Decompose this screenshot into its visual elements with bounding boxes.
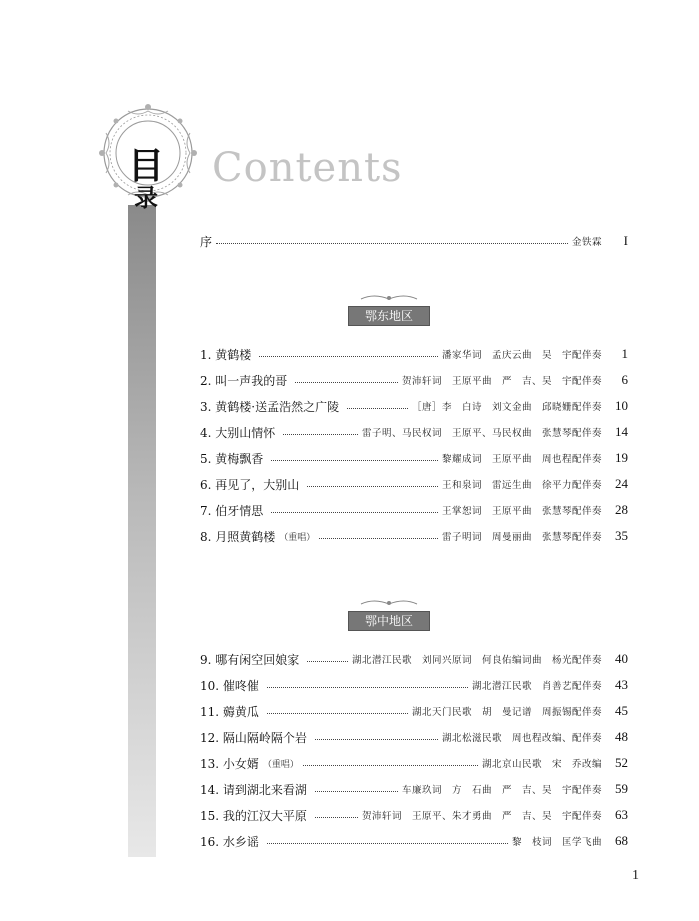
entry-page: 6	[621, 372, 628, 387]
leader-dots	[303, 765, 478, 766]
entry-credits: 王掌恕词 王原平曲 张慧琴配伴奏	[441, 506, 602, 517]
leader-dots	[347, 408, 408, 409]
entry-credits: 黎耀成词 王原平曲 周也程配伴奏	[441, 454, 602, 465]
leader-dots	[315, 791, 398, 792]
toc-entry[interactable]	[200, 649, 628, 669]
leader-dots	[267, 687, 468, 688]
entry-credits: 雷子明、马民权词 王原平、马民权曲 张慧琴配伴奏	[361, 428, 602, 439]
toc-entry[interactable]	[200, 727, 628, 747]
entry-note: （重唱）	[279, 532, 316, 543]
flourish-icon	[359, 293, 419, 303]
entry-page: 1	[621, 346, 628, 361]
entry-title: 3. 黄鹤楼·送孟浩然之广陵	[200, 399, 340, 414]
entry-title: 7. 伯牙情思	[200, 503, 264, 518]
entry-credits: 湖北松滋民歌 周也程改编、配伴奏	[441, 733, 602, 744]
toc-entry[interactable]	[200, 448, 628, 468]
entry-title: 2. 叫一声我的哥	[200, 373, 288, 388]
entry-credits: ［唐］李 白诗 刘文金曲 邱晓姗配伴奏	[411, 402, 602, 413]
toc-entry[interactable]	[200, 779, 628, 799]
entry-credits: 雷子明词 周曼丽曲 张慧琴配伴奏	[441, 532, 602, 543]
entry-title: 15. 我的江汉大平原	[200, 808, 307, 823]
toc-entry[interactable]	[200, 831, 628, 851]
entry-title: 4. 大别山情怀	[200, 425, 276, 440]
leader-dots	[271, 512, 438, 513]
entry-title: 12. 隔山隔岭隔个岩	[200, 730, 307, 745]
leader-dots	[307, 486, 438, 487]
entry-page: 35	[615, 528, 628, 543]
preface-row[interactable]	[200, 231, 628, 251]
decorative-sidebar-bar	[128, 205, 156, 857]
page-number: 1	[632, 868, 639, 883]
entry-credits: 湖北潜江民歌 刘同兴原词 何良佑编词曲 杨光配伴奏	[351, 655, 602, 666]
leader-dots	[319, 538, 438, 539]
entry-page: 68	[615, 833, 628, 848]
entry-page: 24	[615, 476, 628, 491]
toc-entry[interactable]	[200, 396, 628, 416]
entry-note: （重唱）	[262, 759, 299, 770]
entry-page: 28	[615, 502, 628, 517]
entry-page: 59	[615, 781, 628, 796]
entry-title: 6. 再见了，大别山	[200, 477, 300, 492]
entry-title: 10. 催咚催	[200, 678, 259, 693]
leader-dots	[315, 817, 358, 818]
toc-entry[interactable]	[200, 675, 628, 695]
entry-page: 63	[615, 807, 628, 822]
entry-credits: 车廉玖词 方 石曲 严 吉、吴 宇配伴奏	[401, 785, 602, 796]
entry-page: 10	[615, 398, 628, 413]
leader-dots	[267, 843, 508, 844]
entry-page: 14	[615, 424, 628, 439]
toc-entry[interactable]	[200, 370, 628, 390]
preface-title: 序	[200, 234, 213, 249]
entry-title: 9. 哪有闲空回娘家	[200, 652, 300, 667]
flourish-icon	[359, 598, 419, 608]
toc-entry[interactable]	[200, 753, 628, 773]
entry-title: 13. 小女婿	[200, 756, 259, 771]
toc-entry[interactable]	[200, 526, 628, 546]
page-title	[123, 148, 169, 210]
leader-dots	[307, 661, 348, 662]
section-label: 鄂东地区	[348, 306, 430, 326]
section-header-ezhong	[348, 598, 430, 634]
section-header-edong	[348, 293, 430, 329]
toc-entry[interactable]	[200, 344, 628, 364]
entry-credits: 湖北天门民歌 胡 曼记谱 周振锡配伴奏	[411, 707, 602, 718]
entry-credits: 黎 枝词 匡学飞曲	[511, 837, 602, 848]
entry-page: 40	[615, 651, 628, 666]
toc-entry[interactable]	[200, 474, 628, 494]
entry-page: 48	[615, 729, 628, 744]
preface-credits: 金铁霖	[571, 237, 602, 248]
entry-page: 45	[615, 703, 628, 718]
leader-dots	[267, 713, 408, 714]
leader-dots	[259, 356, 438, 357]
entry-credits: 贺沛轩词 王原平、朱才勇曲 严 吉、吴 宇配伴奏	[361, 811, 602, 822]
title-char-mu: 目	[127, 146, 164, 187]
entry-title: 11. 薅黄瓜	[200, 704, 259, 719]
entry-credits: 贺沛轩词 王原平曲 严 吉、吴 宇配伴奏	[401, 376, 602, 387]
leader-dots	[216, 243, 568, 244]
entry-credits: 王和泉词 雷远生曲 徐平力配伴奏	[441, 480, 602, 491]
entry-credits: 湖北京山民歌 宋 乔改编	[481, 759, 602, 770]
entry-credits: 湖北潜江民歌 肖善艺配伴奏	[471, 681, 602, 692]
leader-dots	[295, 382, 398, 383]
toc-entry[interactable]	[200, 500, 628, 520]
leader-dots	[315, 739, 438, 740]
leader-dots	[271, 460, 438, 461]
toc-entry[interactable]	[200, 805, 628, 825]
entry-title: 8. 月照黄鹤楼	[200, 529, 276, 544]
entry-title: 1. 黄鹤楼	[200, 347, 252, 362]
toc-entry[interactable]	[200, 701, 628, 721]
entry-title: 5. 黄梅飘香	[200, 451, 264, 466]
toc-entry[interactable]	[200, 422, 628, 442]
section-label: 鄂中地区	[348, 611, 430, 631]
preface-page: I	[623, 233, 628, 248]
entry-credits: 潘家华词 孟庆云曲 吴 宇配伴奏	[441, 350, 602, 361]
entry-page: 52	[615, 755, 628, 770]
entry-page: 43	[615, 677, 628, 692]
leader-dots	[283, 434, 358, 435]
entry-title: 16. 水乡谣	[200, 834, 259, 849]
entry-page: 19	[615, 450, 628, 465]
contents-heading: Contents	[212, 145, 403, 191]
entry-title: 14. 请到湖北来看湖	[200, 782, 307, 797]
title-char-lu: 录	[134, 184, 158, 212]
